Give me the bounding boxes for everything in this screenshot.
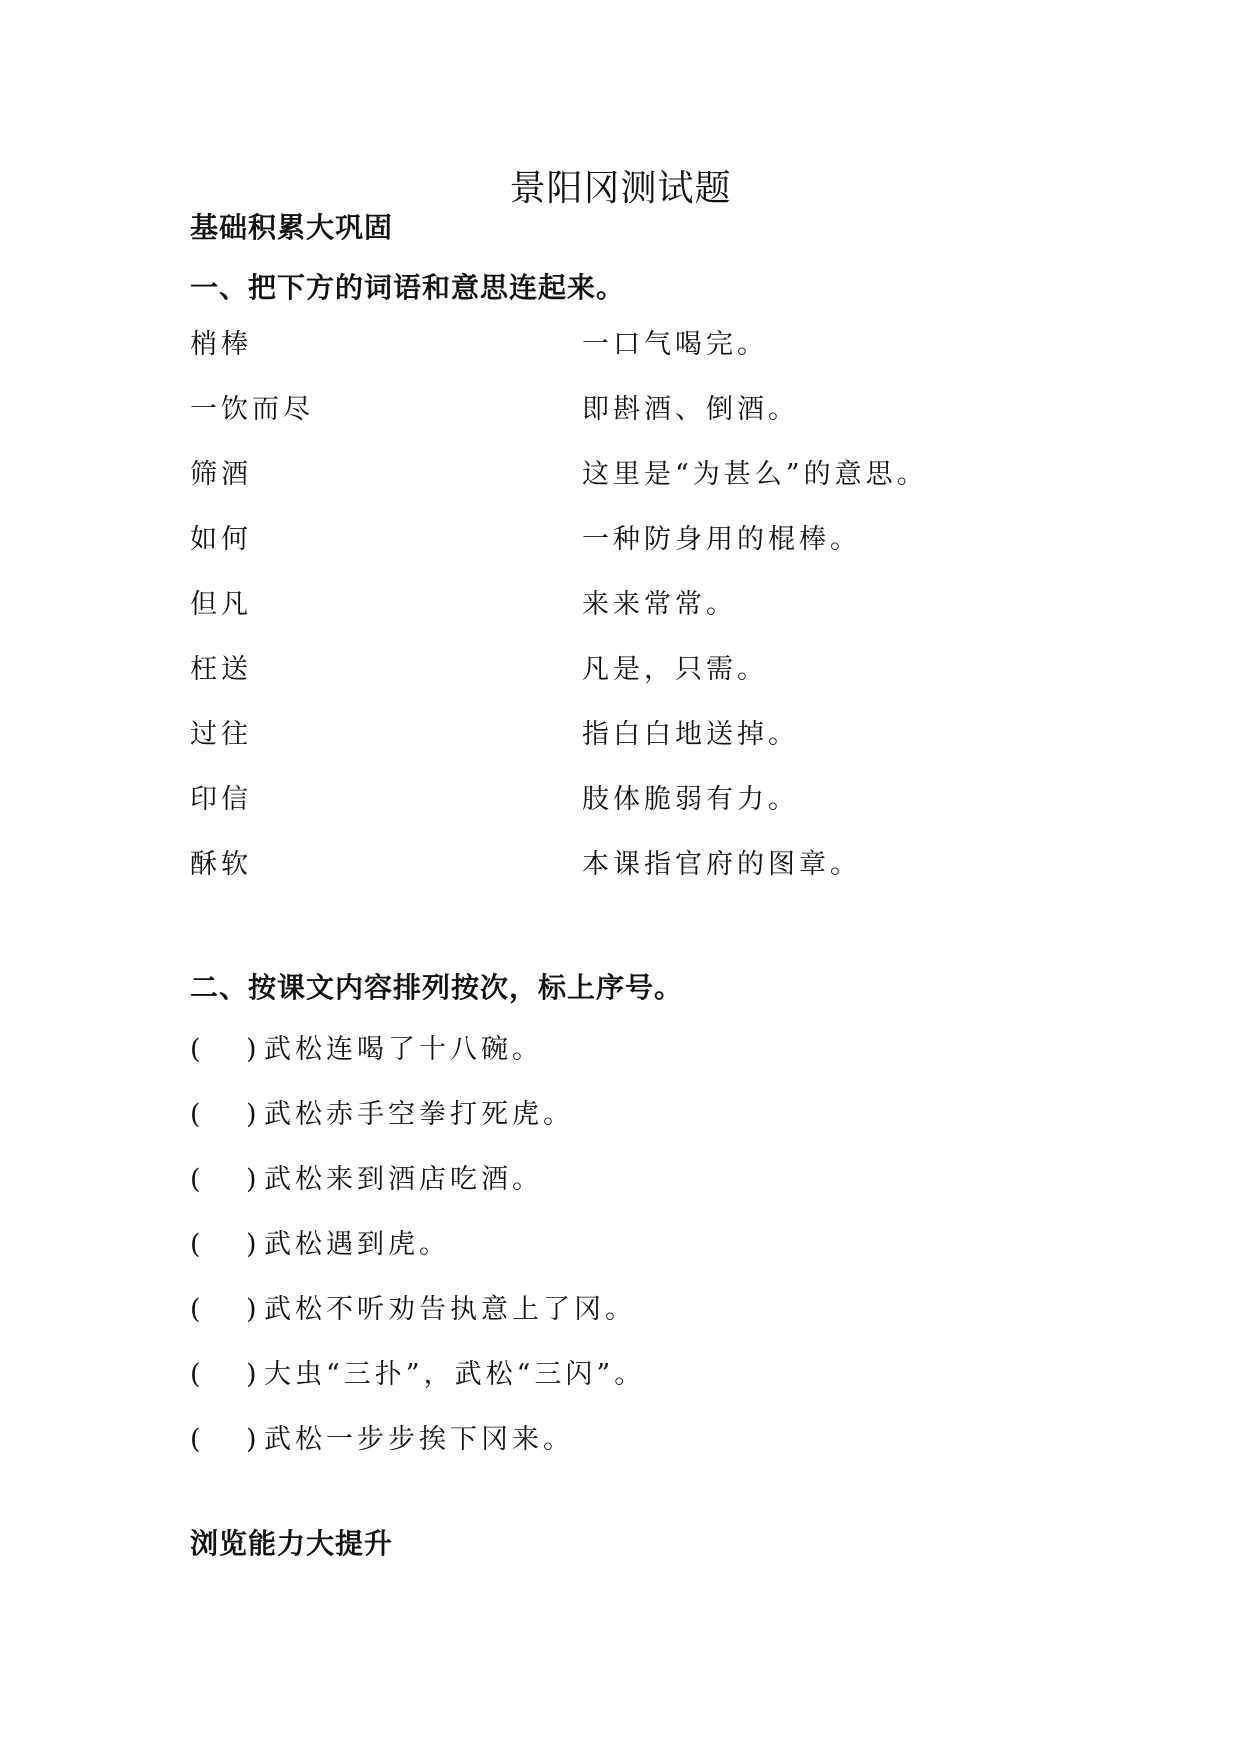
paren-open: (	[190, 1164, 205, 1195]
answer-blank[interactable]	[190, 1099, 264, 1130]
paren-open: (	[190, 1294, 205, 1325]
section-heading-reading: 浏览能力大提升	[190, 1527, 394, 1560]
match-row	[190, 387, 1090, 427]
order-item	[190, 1417, 574, 1457]
match-meaning: 这里是“为甚么”的意思。	[582, 459, 928, 490]
match-term: 如何	[190, 524, 252, 555]
order-item	[190, 1027, 543, 1067]
match-row	[190, 842, 1090, 882]
match-term: 枉送	[190, 654, 252, 685]
match-meaning: 一口气喝完。	[582, 329, 768, 360]
match-meaning: 来来常常。	[582, 589, 737, 620]
paren-close: )	[246, 1034, 261, 1065]
paren-close: )	[246, 1359, 261, 1390]
order-item	[190, 1222, 450, 1262]
order-item	[190, 1287, 636, 1327]
match-term: 筛酒	[190, 459, 252, 490]
paren-open: (	[190, 1099, 205, 1130]
question-1-heading: 一、把下方的词语和意思连起来。	[190, 271, 626, 304]
order-item	[190, 1092, 574, 1132]
match-meaning: 指白白地送掉。	[582, 719, 799, 750]
match-term: 酥软	[190, 849, 252, 880]
answer-blank[interactable]	[190, 1034, 264, 1065]
answer-blank[interactable]	[190, 1229, 264, 1260]
paren-close: )	[246, 1229, 261, 1260]
match-term: 印信	[190, 784, 252, 815]
match-row	[190, 712, 1090, 752]
question-2-heading: 二、按课文内容排列按次，标上序号。	[190, 971, 684, 1004]
order-item-text: 武松连喝了十八碗。	[264, 1034, 543, 1065]
order-item-text: 武松一步步挨下冈来。	[264, 1424, 574, 1455]
match-meaning: 凡是，只需。	[582, 654, 768, 685]
order-item-text: 大虫“三扑”，武松“三闪”。	[264, 1359, 646, 1390]
match-row	[190, 647, 1090, 687]
answer-blank[interactable]	[190, 1424, 264, 1455]
answer-blank[interactable]	[190, 1359, 264, 1390]
page-title: 景阳冈测试题	[509, 168, 732, 209]
match-meaning: 肢体脆弱有力。	[582, 784, 799, 815]
paren-close: )	[246, 1164, 261, 1195]
paren-close: )	[246, 1099, 261, 1130]
section-heading-basic: 基础积累大巩固	[190, 211, 394, 244]
paren-open: (	[190, 1229, 205, 1260]
match-meaning: 本课指官府的图章。	[582, 849, 861, 880]
order-item-text: 武松赤手空拳打死虎。	[264, 1099, 574, 1130]
order-item-text: 武松不听劝告执意上了冈。	[264, 1294, 636, 1325]
answer-blank[interactable]	[190, 1164, 264, 1195]
match-row	[190, 322, 1090, 362]
paren-open: (	[190, 1424, 205, 1455]
match-term: 一饮而尽	[190, 394, 314, 425]
paren-close: )	[246, 1424, 261, 1455]
order-item-text: 武松遇到虎。	[264, 1229, 450, 1260]
answer-blank[interactable]	[190, 1294, 264, 1325]
match-meaning: 即斟酒、倒酒。	[582, 394, 799, 425]
match-row	[190, 777, 1090, 817]
paren-open: (	[190, 1034, 205, 1065]
order-item	[190, 1157, 543, 1197]
match-row	[190, 582, 1090, 622]
paren-open: (	[190, 1359, 205, 1390]
match-term: 过往	[190, 719, 252, 750]
order-item	[190, 1352, 645, 1392]
match-meaning: 一种防身用的棍棒。	[582, 524, 861, 555]
match-row	[190, 452, 1090, 492]
match-term: 梢棒	[190, 329, 252, 360]
paren-close: )	[246, 1294, 261, 1325]
match-term: 但凡	[190, 589, 252, 620]
match-row	[190, 517, 1090, 557]
order-item-text: 武松来到酒店吃酒。	[264, 1164, 543, 1195]
